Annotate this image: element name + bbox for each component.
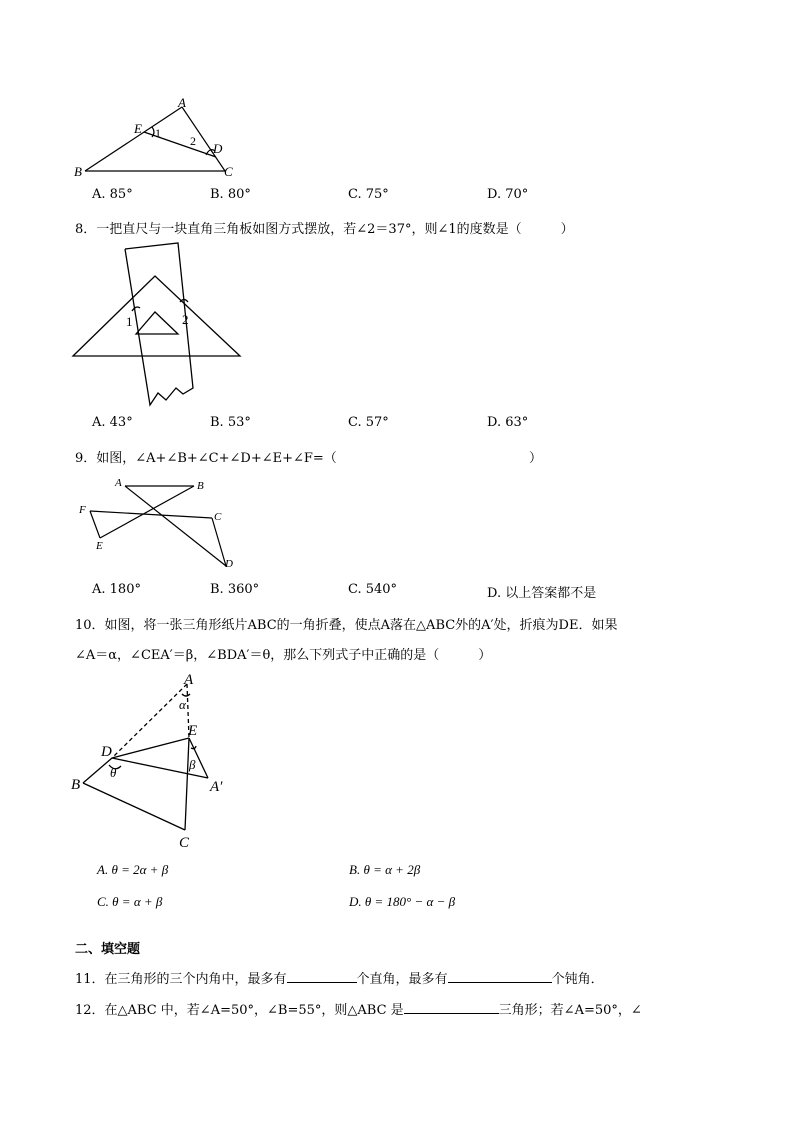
q9-label-a: A [115, 477, 122, 489]
q7-label-c: C [224, 164, 233, 179]
q7-option-d[interactable]: D. 70° [487, 187, 529, 202]
q9-segment-fe [90, 511, 100, 538]
q12-line [75, 999, 642, 1018]
q9-option-d[interactable]: D. 以上答案都不是 [487, 586, 597, 601]
q8-option-c[interactable]: C. 57° [348, 415, 389, 430]
q10-label-theta: θ [110, 765, 117, 780]
q10-option-b[interactable]: B. θ = α + 2β [349, 862, 421, 877]
q7-figure [70, 95, 250, 185]
q10-fold-de [112, 738, 189, 758]
q10-label-alpha: α [179, 697, 186, 712]
q11-blank-right-angles[interactable] [287, 970, 357, 983]
section-title-fill-in: 二、填空题 [75, 942, 141, 957]
q10-stem-line1: 10．如图，将一张三角形纸片ABC的一角折叠，使点A落在△ABC外的A′处，折痕为DE．如果 [75, 618, 618, 633]
q11-part3: 个钝角． [551, 972, 604, 987]
q8-option-a[interactable]: A. 43° [92, 415, 133, 430]
q9-segment-ad [125, 486, 226, 566]
q9-option-b[interactable]: B. 360° [210, 582, 260, 597]
q9-segment-dc [212, 518, 226, 566]
q7-label-a: A [178, 95, 186, 110]
q11-line [75, 968, 604, 987]
q8-triangle-ruler [73, 276, 240, 356]
q10-option-c[interactable]: C. θ = α + β [97, 894, 163, 909]
q10-label-c: C [179, 835, 190, 851]
q7-option-b[interactable]: B. 80° [210, 187, 251, 202]
q7-side-ba [85, 107, 182, 171]
q7-label-b: B [74, 164, 82, 179]
q8-figure [70, 242, 250, 410]
q10-figure [65, 668, 245, 853]
q12-blank-triangle-type[interactable] [404, 1001, 499, 1014]
q9-stem: 9．如图，∠A+∠B+∠C+∠D+∠E+∠F=（ [75, 451, 337, 466]
q10-label-a: A [184, 672, 194, 688]
q9-label-c: C [214, 511, 222, 523]
q8-inner-triangle [136, 312, 178, 334]
q10-option-d[interactable]: D. θ = 180° − α − β [349, 894, 456, 909]
q11-part1: 11．在三角形的三个内角中，最多有 [75, 972, 287, 987]
q9-label-b: B [197, 480, 204, 492]
q9-label-e: E [96, 540, 103, 552]
q10-label-d: D [101, 744, 112, 760]
q10-label-beta: β [189, 757, 196, 772]
q7-label-2: 2 [190, 134, 196, 148]
q7-option-c[interactable]: C. 75° [348, 187, 389, 202]
q7-label-e: E [134, 121, 142, 136]
q10-dashed-da [112, 684, 187, 758]
q11-blank-obtuse-angles[interactable] [448, 970, 552, 983]
q7-side-ac [182, 107, 225, 171]
q8-stem: 8．一把直尺与一块直角三角板如图方式摆放，若∠2＝37°，则∠1的度数是（ ） [75, 222, 574, 237]
q9-stem-close: ） [529, 451, 543, 466]
q9-option-a[interactable]: A. 180° [92, 582, 141, 597]
q9-segment-cf [90, 511, 212, 518]
q7-label-d: D [213, 141, 223, 156]
q10-stem-line2: ∠A＝α，∠CEA′＝β，∠BDA′＝θ，那么下列式子中正确的是（ ） [75, 648, 492, 663]
q9-figure [72, 474, 242, 574]
q8-option-d[interactable]: D. 63° [487, 415, 529, 430]
q12-part2: 三角形；若∠A=50°，∠ [498, 1003, 642, 1018]
q10-alpha-arc [182, 694, 190, 696]
q10-segment-ec [185, 738, 189, 830]
q10-label-b: B [71, 777, 81, 793]
q8-label-2: 2 [182, 312, 189, 327]
q10-label-e: E [188, 723, 198, 739]
q8-angle1-arc [132, 307, 140, 311]
q8-option-b[interactable]: B. 53° [210, 415, 251, 430]
q10-label-a-prime: A′ [210, 779, 223, 795]
q10-option-a[interactable]: A. θ = 2α + β [97, 862, 169, 877]
q9-label-d: D [225, 558, 233, 570]
q7-label-1: 1 [155, 126, 161, 140]
q11-part2: 个直角，最多有 [356, 972, 448, 987]
q9-label-f: F [79, 504, 86, 516]
q7-option-a[interactable]: A. 85° [92, 187, 133, 202]
q10-segment-bc [83, 783, 185, 830]
q12-part1: 12．在△ABC 中，若∠A=50°，∠B=55°，则△ABC 是 [75, 1003, 404, 1018]
q10-segment-bd [83, 758, 112, 783]
q9-option-c[interactable]: C. 540° [348, 582, 398, 597]
q8-label-1: 1 [126, 314, 133, 329]
